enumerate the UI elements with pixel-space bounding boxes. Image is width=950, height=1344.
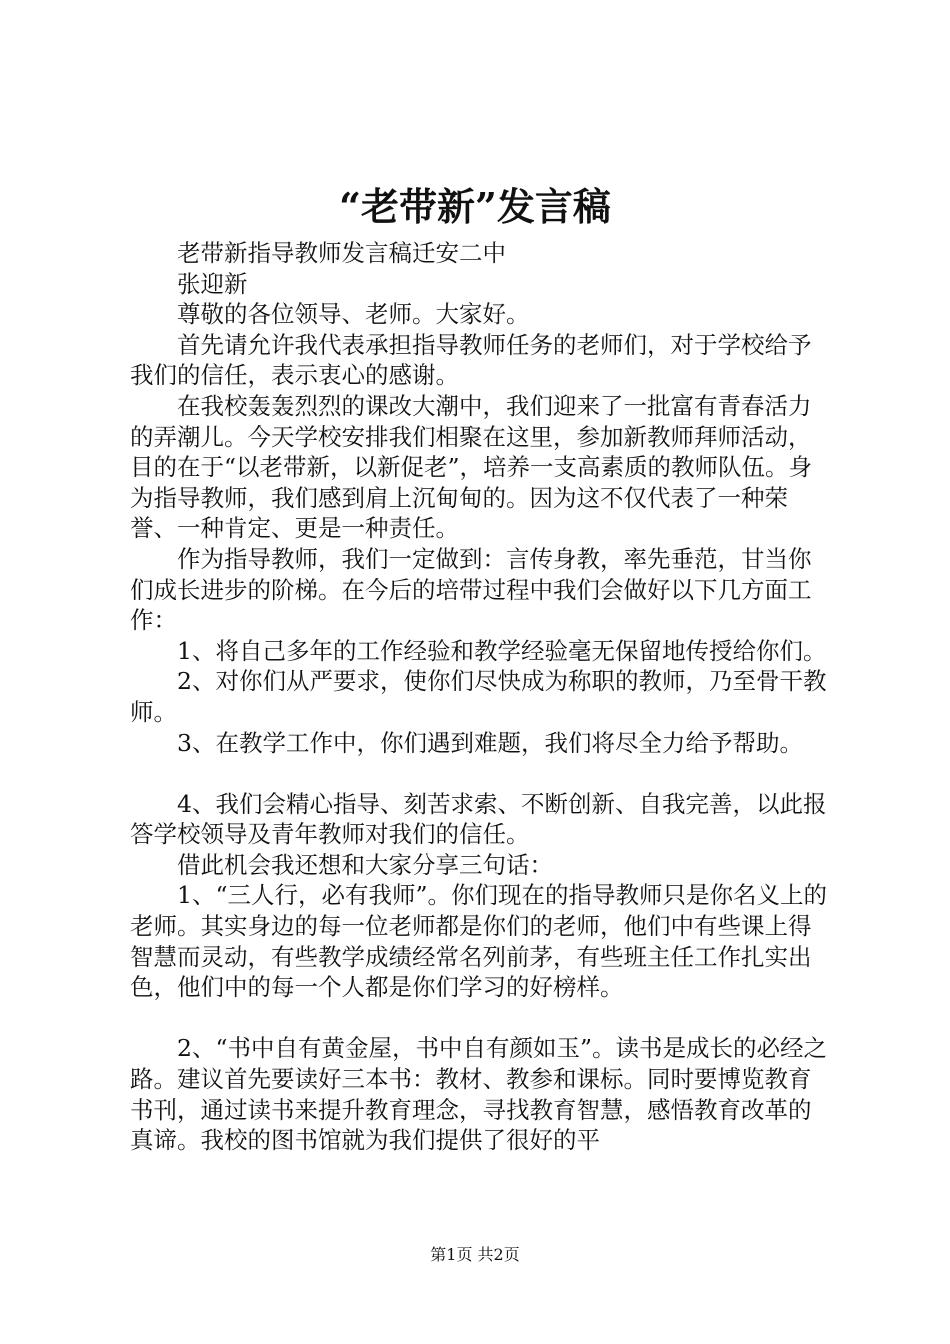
paragraph: 在我校轰轰烈烈的课改大潮中，我们迎来了一批富有青春活力的弄潮儿。今天学校安排我们相聚在这里，参加新教师拜师活动，目的在于“以老带新，以新促老”，培养一支高素质的教师队伍。身为指导教师，我们感到肩上沉甸甸的。因为这不仅代表了一种荣誉、一种肯定、更是一种责任。 — [130, 391, 813, 543]
list-item: 2、“书中自有黄金屋，书中自有颜如玉”。读书是成长的必经之路。建议首先要读好三本书：教材、教参和课标。同时要博览教育书刊，通过读书来提升教育理念，寻找教育智慧，感悟教育改革的真谛。我校的图书馆就为我们提供了很好的平 — [130, 1034, 827, 1155]
document-title: “老带新”发言稿 — [339, 184, 611, 229]
document-body — [130, 238, 830, 1156]
paragraph: 首先请允许我代表承担指导教师任务的老师们，对于学校给予我们的信任，表示衷心的感谢。 — [130, 330, 812, 390]
paragraph-author: 张迎新 — [177, 269, 248, 298]
paragraph: 作为指导教师，我们一定做到：言传身教，率先垂范，甘当你们成长进步的阶梯。在今后的培带过程中我们会做好以下几方面工作： — [130, 544, 812, 635]
list-item: 1、将自己多年的工作经验和教学经验毫无保留地传授给你们。 — [177, 636, 827, 665]
list-item: 4、我们会精心指导、刻苦求索、不断创新、自我完善，以此报答学校领导及青年教师对我们的信任。 — [130, 789, 827, 849]
list-item: 3、在教学工作中，你们遇到难题，我们将尽全力给予帮助。 — [177, 728, 803, 757]
list-item: 1、“三人行，必有我师”。你们现在的指导教师只是你名义上的老师。其实身边的每一位老师都是你们的老师，他们中有些课上得智慧而灵动，有些教学成绩经常名列前茅，有些班主任工作扎实出色，他们中的每一个人都是你们学习的好榜样。 — [130, 881, 827, 1002]
page-number-footer: 第1页 共2页 — [430, 1245, 520, 1264]
paragraph-greeting: 尊敬的各位领导、老师。大家好。 — [177, 300, 530, 329]
paragraph-heading-line: 老带新指导教师发言稿迁安二中 — [177, 239, 506, 267]
paragraph: 借此机会我还想和大家分享三句话： — [177, 850, 553, 879]
list-item: 2、对你们从严要求，使你们尽快成为称职的教师，乃至骨干教师。 — [130, 667, 827, 726]
